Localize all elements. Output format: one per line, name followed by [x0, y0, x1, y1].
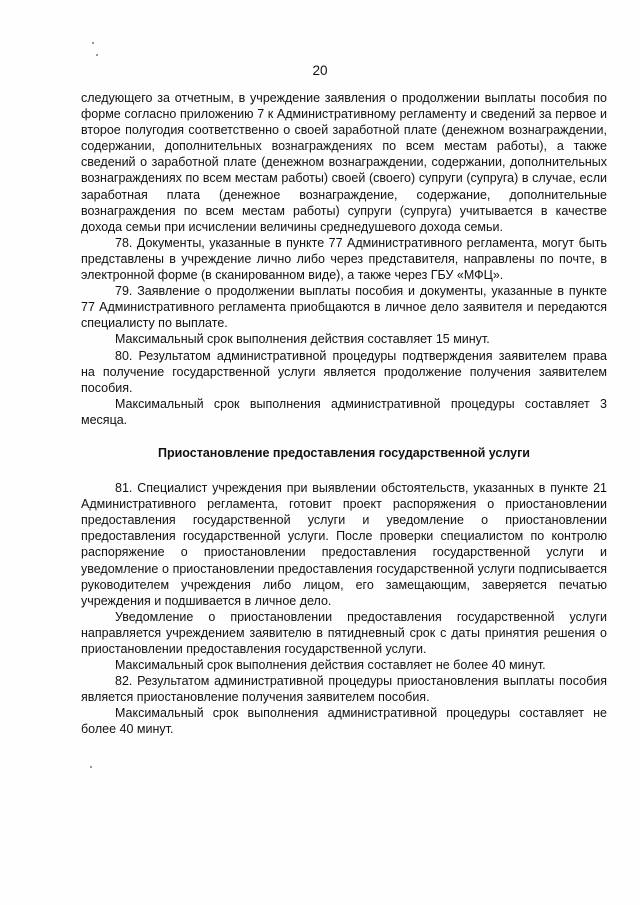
paragraph-continuation: следующего за отчетным, в учреждение заявления о продолжении выплаты пособия по форме согласно приложению 7 к Административному регламенту и сведений за первое и второе полугодия соответственно о своей заработной плате (денежном вознаграждении, содержании, дополнительных вознаграждениях по всем местам работы), а также сведений о заработной плате (денежном вознаграждении, содержании, дополнительных вознаграждениях по всем местам работы) своей (своего) супруги (супруга) в случае, если заработная плата (денежное вознаграждение, содержание, дополнительные вознаграждения по всем местам работы) супруги (супруга) учитывается в качестве дохода семьи при исчислении величины среднедушевого дохода семьи. — [81, 91, 607, 234]
paragraph-deadline-15-min: Максимальный срок выполнения действия составляет 15 минут. — [115, 332, 490, 347]
paragraph-79: 79. Заявление о продолжении выплаты пособия и документы, указанные в пункте 77 Административного регламента приобщаются в личное дело заявителя и передаются специалисту по выплате. — [81, 284, 607, 331]
paragraph-82: 82. Результатом административной процедуры приостановления выплаты пособия является приостановление получения заявителем пособия. — [81, 674, 607, 705]
paragraph-deadline-3-months: Максимальный срок выполнения административной процедуры составляет 3 месяца. — [81, 396, 607, 427]
document-body — [81, 90, 607, 738]
paragraph-80: 80. Результатом административной процедуры подтверждения заявителем права на получение государственной услуги является продолжение получения заявителем пособия. — [81, 348, 607, 395]
page-number: 20 — [312, 63, 328, 78]
paragraph-notification: Уведомление о приостановлении предоставления государственной услуги направляется учреждением заявителю в пятидневный срок с даты принятия решения о приостановлении предоставления государственной услуги. — [81, 609, 607, 656]
section-heading: Приостановление предоставления государственной услуги — [158, 445, 530, 460]
paragraph-81: 81. Специалист учреждения при выявлении обстоятельств, указанных в пункте 21 Административного регламента, готовит проект распоряжения о приостановлении предоставления государственной услуги и уведомление о приостановлении предоставления государственной услуги. После проверки специалистом по контролю распоряжение о приостановлении предоставления государственной услуги и уведомление о приостановлении предоставления государственной услуги подписывается руководителем учреждения либо лицом, его замещающим, заверяется печатью учреждения и подшивается в личное дело. — [81, 481, 607, 608]
paragraph-deadline-40-min-procedure: Максимальный срок выполнения административной процедуры составляет не более 40 минут. — [81, 706, 607, 737]
paragraph-deadline-40-min: Максимальный срок выполнения действия составляет не более 40 минут. — [115, 658, 546, 673]
paragraph-78: 78. Документы, указанные в пункте 77 Административного регламента, могут быть представлены в учреждение лично либо через представителя, направлены по почте, в электронной форме (в сканированном виде), а также через ГБУ «МФЦ». — [81, 235, 607, 283]
